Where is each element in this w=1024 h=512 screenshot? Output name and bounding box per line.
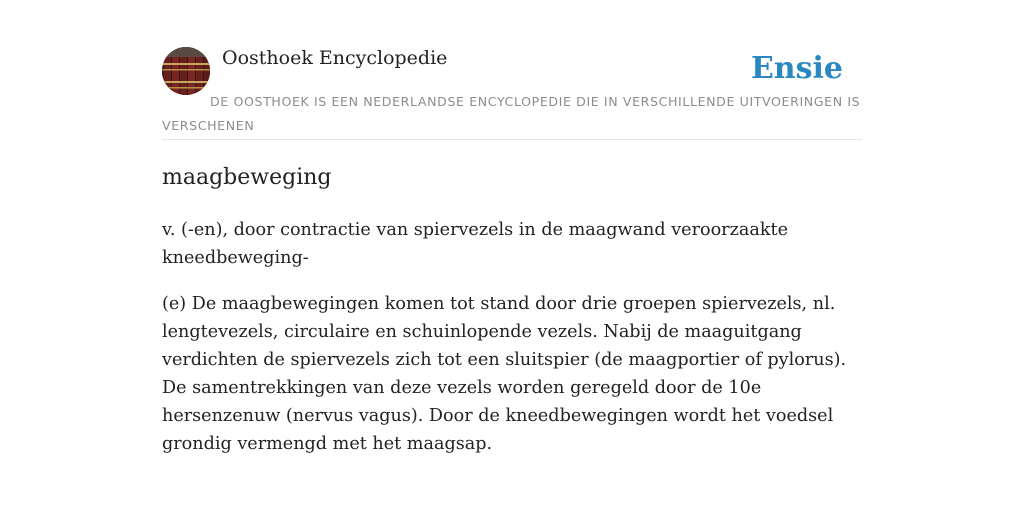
entry-card (162, 46, 862, 454)
entry-paragraph: v. (-en), door contractie van spiervezels in de maagwand veroorzaakte kneedbeweging- (162, 220, 788, 268)
source-header (162, 46, 862, 140)
source-name[interactable]: Oosthoek Encyclopedie (222, 47, 448, 69)
encyclopedia-books-icon[interactable] (162, 47, 210, 95)
entry-paragraph: (e) De maagbewegingen komen tot stand door drie groepen spiervezels, nl. lengtevezels, circulaire en schuinlopende vezels. Nabij de maaguitgang verdichten de spiervezels zich tot een sluitspier (de maagportier of pylorus). De samentrekkingen van deze vezels worden geregeld door de 10e hersenzenuw (nervus vagus). Door de kneedbewegingen wordt het voedsel grondig vermengd met het maagsap. (162, 294, 847, 454)
source-description: DE OOSTHOEK IS EEN NEDERLANDSE ENCYCLOPEDIE DIE IN VERSCHILLENDE UITVOERINGEN IS VERSCHENEN (162, 94, 861, 133)
entry-title: maagbeweging (162, 165, 332, 190)
ensie-logo-link[interactable]: Ensie (750, 51, 843, 86)
entry-body (162, 216, 862, 476)
